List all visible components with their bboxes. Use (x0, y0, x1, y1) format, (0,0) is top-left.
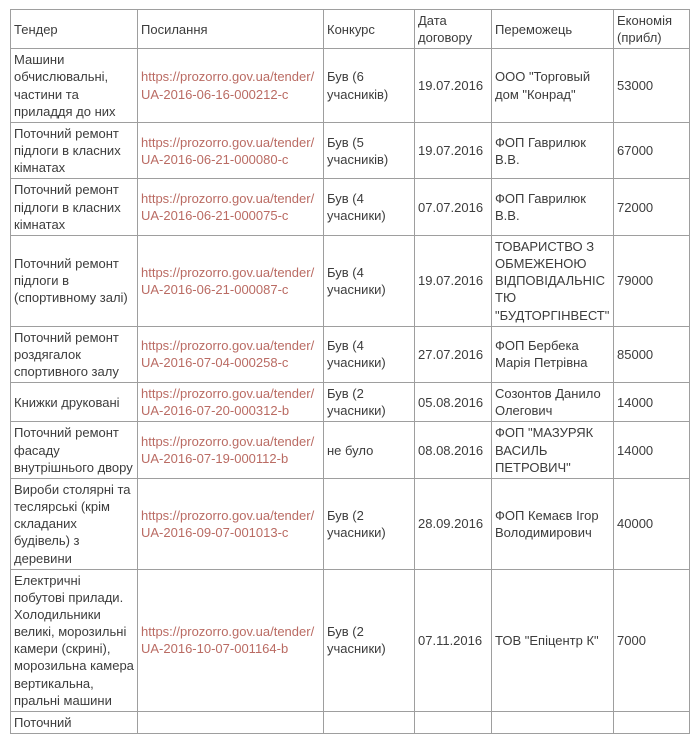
cell-link (138, 569, 324, 711)
tender-link[interactable]: https://prozorro.gov.ua/tender/UA-2016-10-07-001164-b (141, 624, 315, 657)
cell-tender: Поточний ремонт підлоги в (спортивному залі) (11, 235, 138, 326)
cell-savings: 79000 (614, 235, 690, 326)
tenders-table (10, 9, 690, 734)
cell-contest: Був (4 учасники) (324, 326, 415, 382)
cell-winner: ФОП Бербека Марія Петрівна (492, 326, 614, 382)
cell-savings: 53000 (614, 49, 690, 123)
table-row (11, 478, 690, 569)
cell-winner: ФОП Гаврилюк В.В. (492, 179, 614, 235)
cell-date: 19.07.2016 (415, 49, 492, 123)
cell-winner: ТОВАРИСТВО З ОБМЕЖЕНОЮ ВІДПОВІДАЛЬНІСТЮ "БУДТОРГІНВЕСТ" (492, 235, 614, 326)
cell-contest: Був (2 учасники) (324, 478, 415, 569)
cell-contest: Був (5 учасників) (324, 122, 415, 178)
cell-link (138, 179, 324, 235)
column-header-tender: Тендер (11, 10, 138, 49)
cell-savings: 85000 (614, 326, 690, 382)
cell-contest: Був (6 учасників) (324, 49, 415, 123)
column-header-savings: Економія (прибл) (614, 10, 690, 49)
cell-tender: Поточний ремонт фасаду внутрішнього двору (11, 422, 138, 478)
column-header-winner: Переможець (492, 10, 614, 49)
cell-savings: 7000 (614, 569, 690, 711)
cell-date: 08.08.2016 (415, 422, 492, 478)
cell-date: 19.07.2016 (415, 235, 492, 326)
cell-savings: 40000 (614, 478, 690, 569)
cell-contest: Був (2 учасники) (324, 569, 415, 711)
header-row (11, 10, 690, 49)
cell-date: 19.07.2016 (415, 122, 492, 178)
tender-link[interactable]: https://prozorro.gov.ua/tender/UA-2016-06-16-000212-c (141, 69, 315, 102)
cell-tender: Поточний ремонт підлоги в класних кімнатах (11, 179, 138, 235)
cell-link (138, 711, 324, 733)
cell-winner: ФОП "МАЗУРЯК ВАСИЛЬ ПЕТРОВИЧ" (492, 422, 614, 478)
tender-link[interactable]: https://prozorro.gov.ua/tender/UA-2016-09-07-001013-c (141, 507, 315, 540)
table-row (11, 122, 690, 178)
tender-link[interactable]: https://prozorro.gov.ua/tender/UA-2016-07-04-000258-c (141, 338, 315, 371)
table-row (11, 422, 690, 478)
cell-savings: 72000 (614, 179, 690, 235)
cell-link (138, 326, 324, 382)
cell-link (138, 422, 324, 478)
cell-contest: Був (2 учасники) (324, 383, 415, 422)
cell-date: 07.11.2016 (415, 569, 492, 711)
cell-savings: 14000 (614, 383, 690, 422)
cell-savings (614, 711, 690, 733)
cell-winner: Созонтов Данило Олегович (492, 383, 614, 422)
cell-contest: Був (4 учасники) (324, 235, 415, 326)
tender-link[interactable]: https://prozorro.gov.ua/tender/UA-2016-06-21-000087-c (141, 264, 315, 297)
cell-winner: ТОВ "Епіцентр К" (492, 569, 614, 711)
table-row (11, 326, 690, 382)
cell-winner: ФОП Гаврилюк В.В. (492, 122, 614, 178)
cell-contest: Був (4 учасники) (324, 179, 415, 235)
column-header-link: Посилання (138, 10, 324, 49)
cell-tender: Поточний ремонт роздягалок спортивного залу (11, 326, 138, 382)
column-header-contest: Конкурс (324, 10, 415, 49)
cell-winner (492, 711, 614, 733)
cell-tender: Поточний ремонт підлоги в класних кімнатах (11, 122, 138, 178)
cell-contest (324, 711, 415, 733)
tender-link[interactable]: https://prozorro.gov.ua/tender/UA-2016-07-20-000312-b (141, 386, 315, 419)
table-row (11, 179, 690, 235)
table-row (11, 569, 690, 711)
table-body (11, 49, 690, 734)
tender-link[interactable]: https://prozorro.gov.ua/tender/UA-2016-06-21-000075-c (141, 190, 315, 224)
cell-date: 28.09.2016 (415, 478, 492, 569)
cell-link (138, 122, 324, 178)
cell-winner: ФОП Кемаєв Ігор Володимирович (492, 478, 614, 569)
table-row (11, 235, 690, 326)
table-row (11, 711, 690, 733)
cell-link (138, 478, 324, 569)
cell-date: 27.07.2016 (415, 326, 492, 382)
column-header-date: Дата договору (415, 10, 492, 49)
cell-winner: ООО "Торговый дом "Конрад" (492, 49, 614, 123)
cell-tender: Вироби столярні та теслярські (крім складаних будівель) з деревини (11, 478, 138, 569)
cell-savings: 67000 (614, 122, 690, 178)
cell-contest: не було (324, 422, 415, 478)
cell-link (138, 235, 324, 326)
cell-link (138, 383, 324, 422)
cell-tender: Книжки друковані (11, 383, 138, 422)
cell-savings: 14000 (614, 422, 690, 478)
cell-link (138, 49, 324, 123)
cell-tender: Машини обчислювальні, частини та приладдя до них (11, 49, 138, 123)
cell-date: 07.07.2016 (415, 179, 492, 235)
tender-link[interactable]: https://prozorro.gov.ua/tender/UA-2016-07-19-000112-b (141, 434, 315, 467)
cell-tender: Поточний (11, 711, 138, 733)
cell-date: 05.08.2016 (415, 383, 492, 422)
cell-date (415, 711, 492, 733)
table-row (11, 49, 690, 123)
tender-link[interactable]: https://prozorro.gov.ua/tender/UA-2016-06-21-000080-c (141, 134, 315, 167)
table-row (11, 383, 690, 422)
cell-tender: Електричні побутові прилади. Холодильники великі, морозильні камери (скрині), морозильна камера вертикальна, пральні машини (11, 569, 138, 711)
